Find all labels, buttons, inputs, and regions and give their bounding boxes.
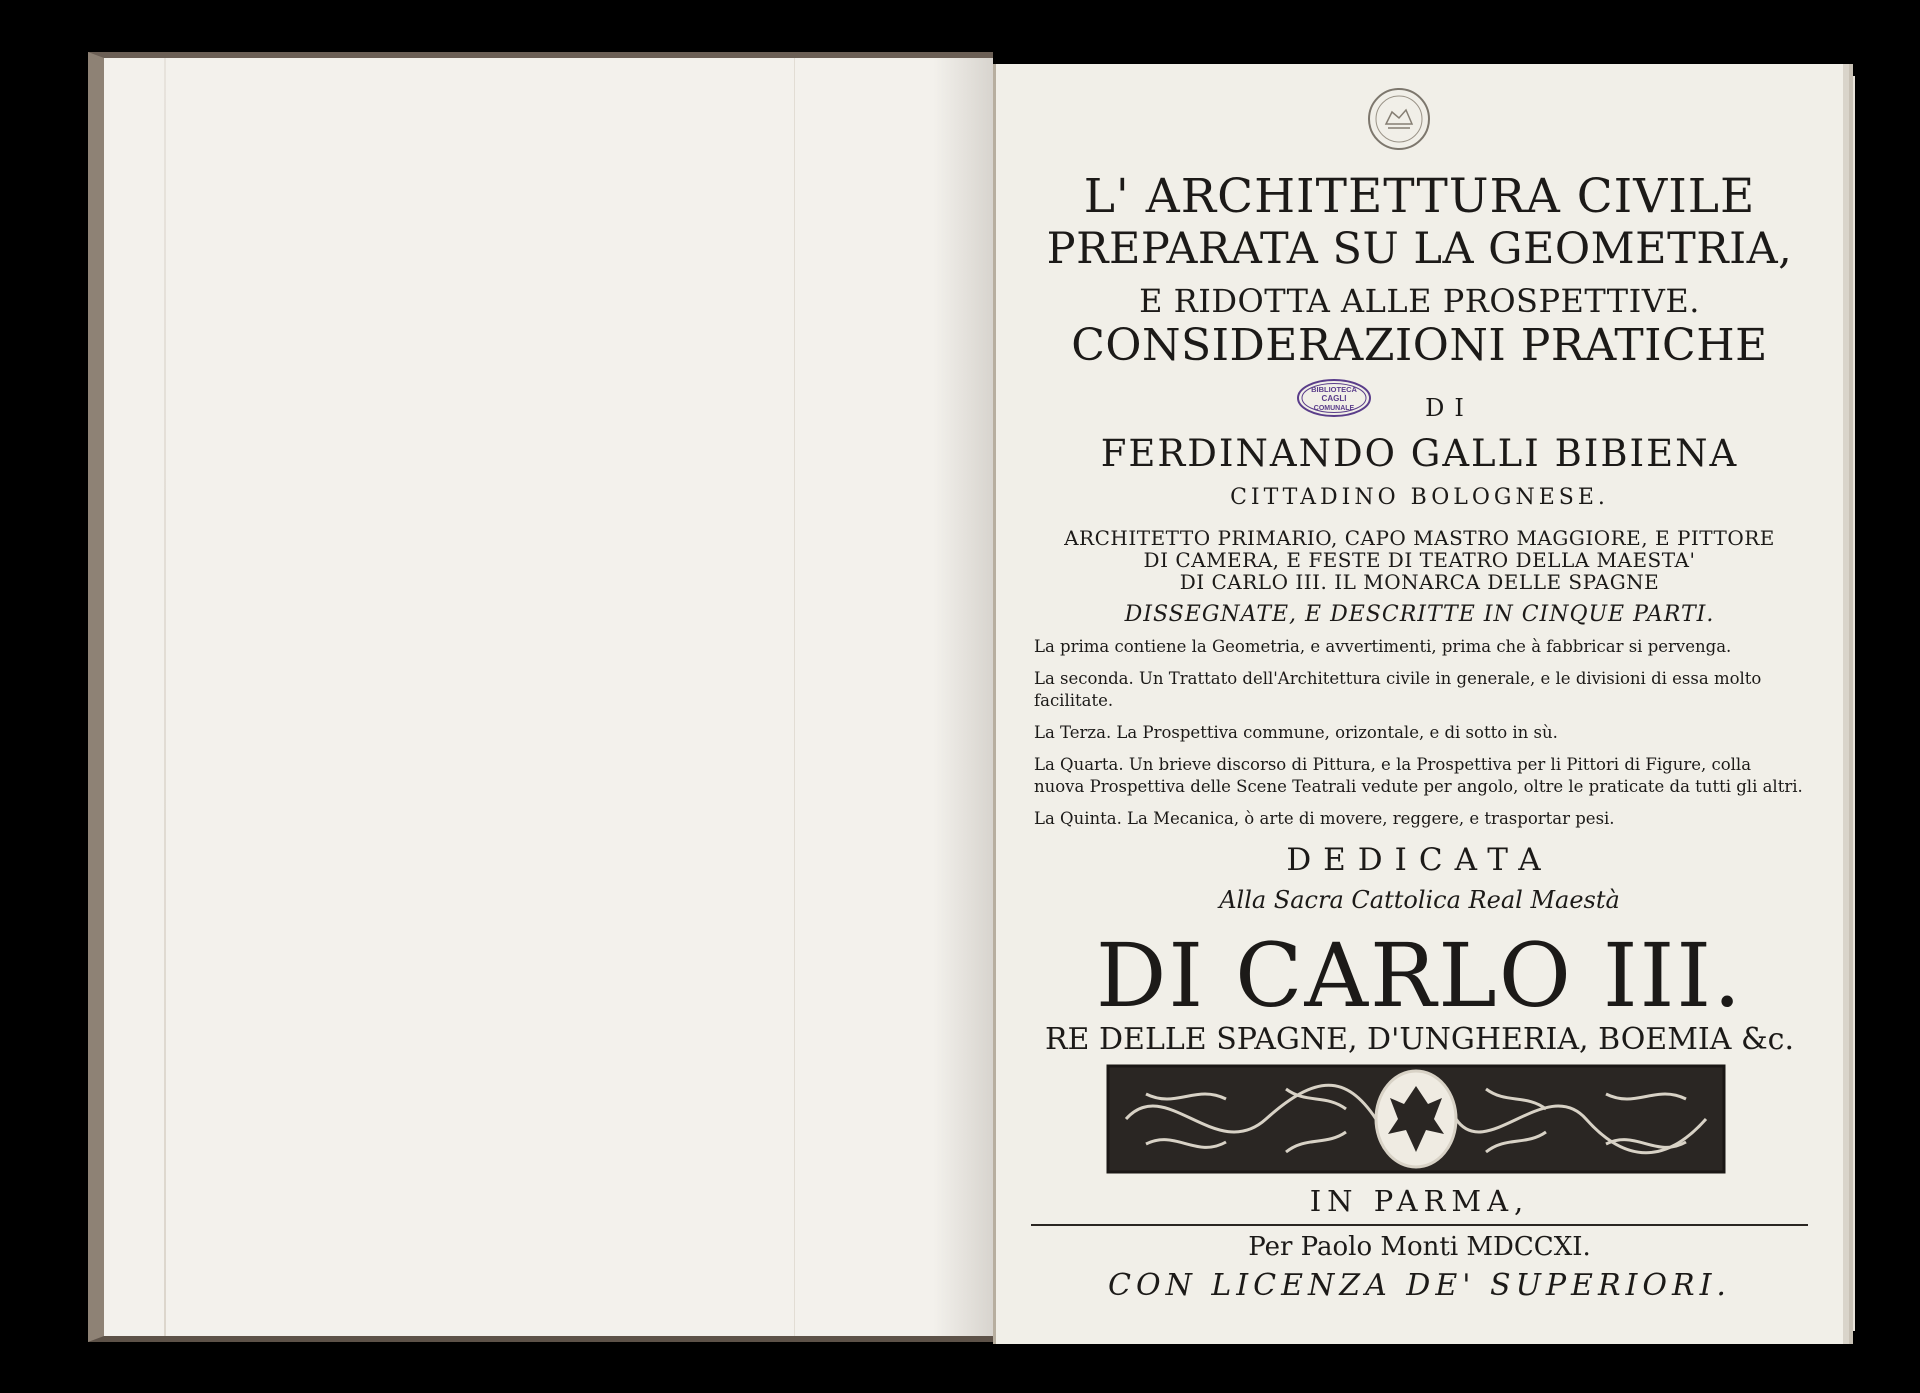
dedicatee-name: DI CARLO III. [1095, 924, 1744, 1027]
author-origin: CITTADINO BOLOGNESE. [1230, 485, 1609, 510]
part-5: La Quinta. La Mecanica, ò arte di movere, reggere, e trasportar pesi. [1034, 809, 1615, 828]
part-2: La seconda. Un Trattato dell'Architettura civile in generale, e le divisioni di essa molto facilitate. [1034, 669, 1762, 710]
part-1: La prima contiene la Geometria, e avvertimenti, prima che à fabbricar si pervenga. [1034, 637, 1732, 656]
stamp-line-2: CAGLI [1321, 394, 1347, 403]
title-line-3: E RIDOTTA ALLE PROSPETTIVE. [1139, 282, 1700, 320]
title-page [993, 64, 1843, 1344]
dedicatee-titles: RE DELLE SPAGNE, D'UNGHERIA, BOEMIA &c. [1044, 1022, 1795, 1057]
title-line-4: CONSIDERAZIONI PRATICHE [1071, 320, 1768, 371]
part-3: La Terza. La Prospettiva commune, orizontale, e di sotto in sù. [1034, 723, 1558, 742]
divider-rule [1031, 1224, 1808, 1226]
author-name: FERDINANDO GALLI BIBIENA [1100, 432, 1739, 475]
description-line: DISSEGNATE, E DESCRITTE IN CINQUE PARTI. [1124, 602, 1715, 627]
author-role-line-2: DI CAMERA, E FESTE DI TEATRO DELLA MAESTA' [1143, 548, 1696, 572]
gutter-shadow [933, 58, 993, 1336]
di-line: DI [1425, 394, 1474, 422]
title-line-1: L' ARCHITETTURA CIVILE [1083, 169, 1756, 224]
parts-list [1034, 636, 1803, 840]
open-book [88, 48, 1858, 1348]
page-crease [794, 58, 795, 1336]
dedication-heading: DEDICATA [1286, 842, 1553, 878]
author-role-line-3: DI CARLO III. IL MONARCA DELLE SPAGNE [1179, 570, 1660, 594]
author-role-line-1: ARCHITETTO PRIMARIO, CAPO MASTRO MAGGIORE, E PITTORE [1064, 526, 1775, 550]
place-of-publication: IN PARMA, [1309, 1184, 1530, 1218]
part-4: La Quarta. Un brieve discorso di Pittura, e la Prospettiva per li Pittori di Figure, colla nuova Prospettiva delle Scene Teatrali vedute per angolo, oltre le praticate da tutti gli altri. [1034, 755, 1803, 796]
library-seal-icon [1366, 86, 1432, 152]
ornamental-woodcut-icon [1106, 1064, 1726, 1174]
page-edges [1843, 76, 1855, 1331]
printer-line: Per Paolo Monti MDCCXI. [1248, 1232, 1591, 1262]
licence-line: CON LICENZA DE' SUPERIORI. [1108, 1268, 1731, 1303]
title-line-2: PREPARATA SU LA GEOMETRIA, [1046, 224, 1793, 274]
stamp-line-1: BIBLIOTECA [1311, 385, 1357, 394]
stamp-line-3: COMUNALE [1313, 405, 1355, 412]
page-crease [164, 58, 166, 1336]
dedication-line: Alla Sacra Cattolica Real Maestà [1219, 886, 1620, 914]
blank-left-page [88, 52, 993, 1342]
